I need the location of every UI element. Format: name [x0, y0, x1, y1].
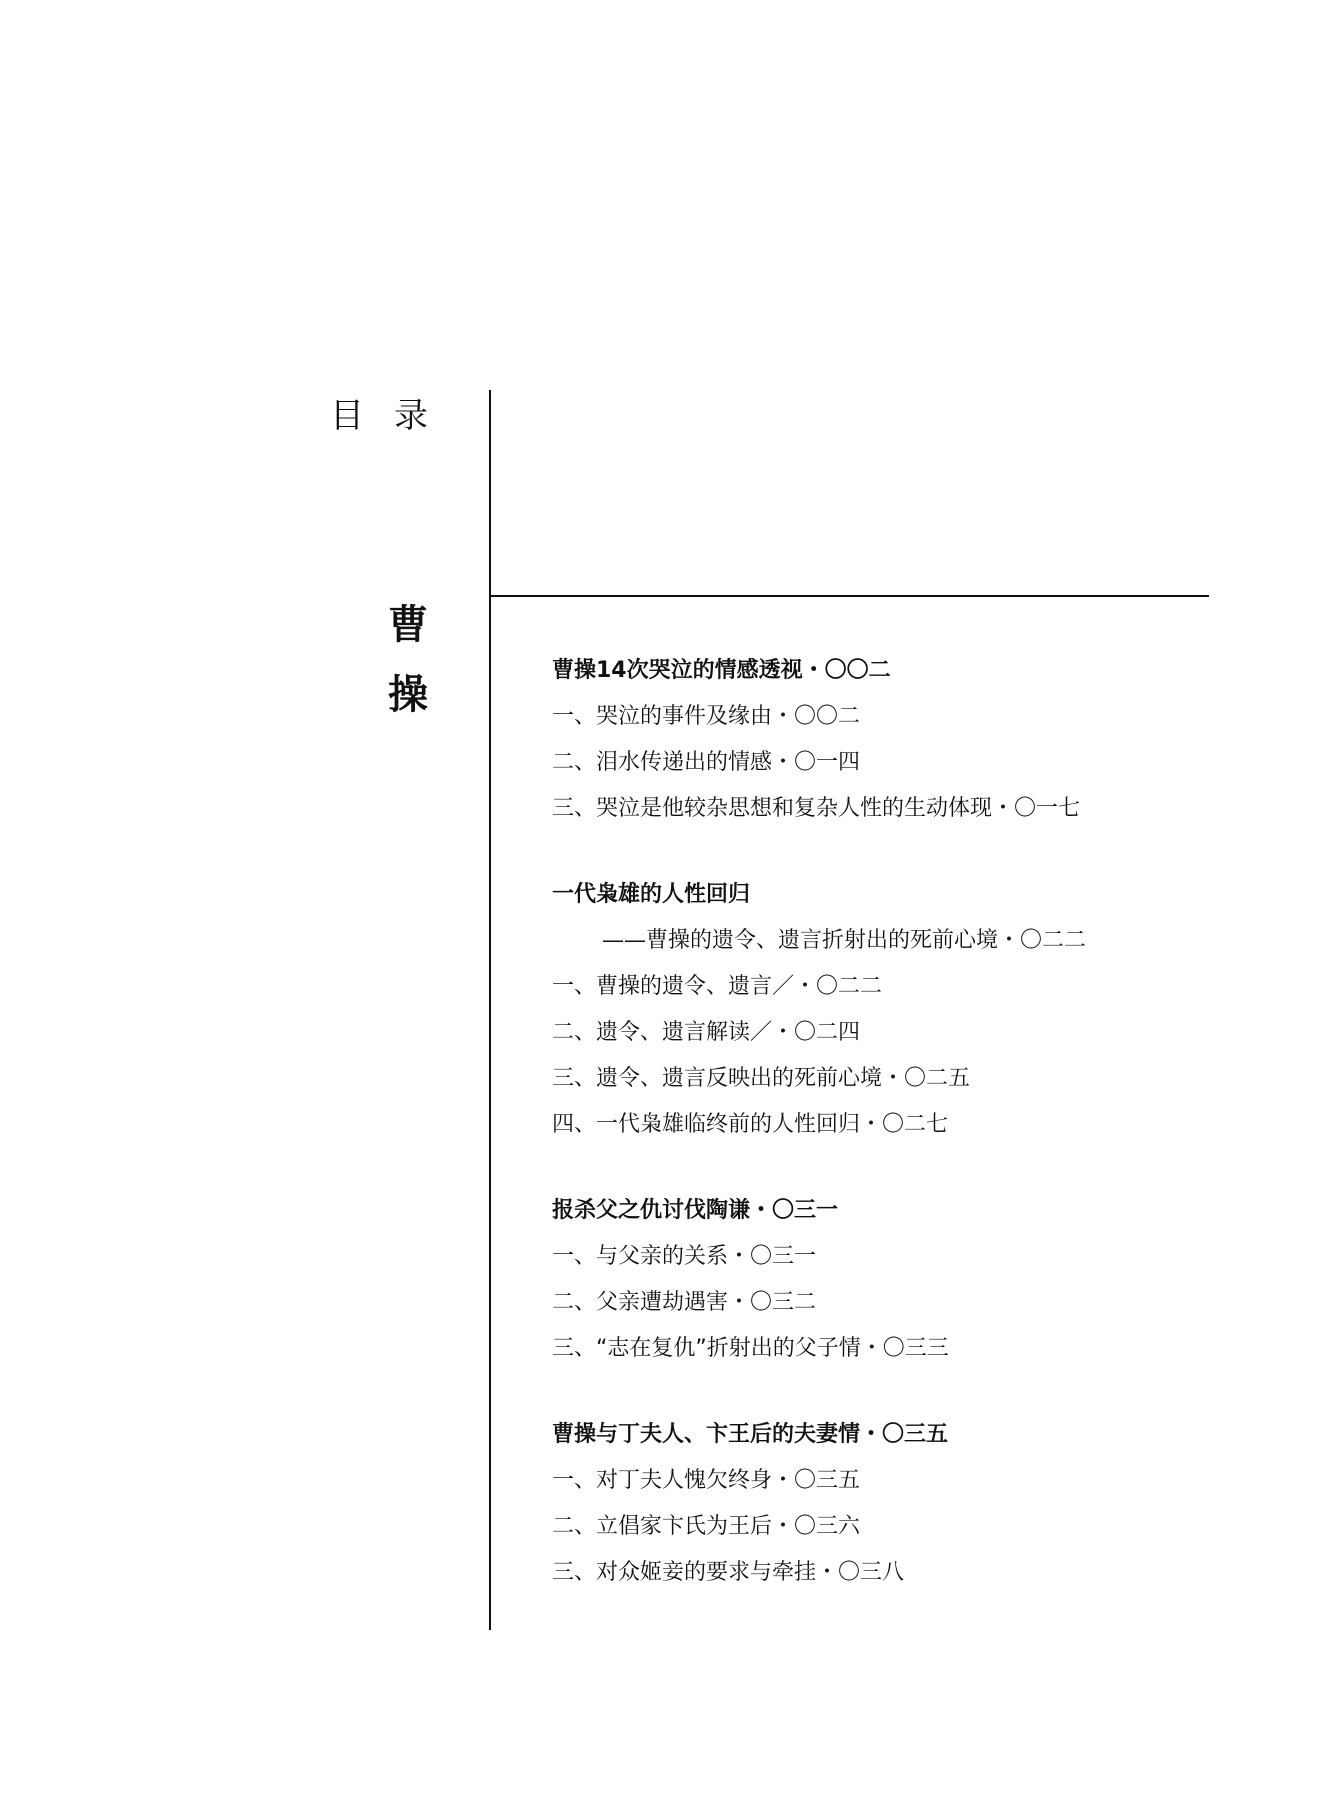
toc-entry[interactable]: 二、立倡家卞氏为王后・〇三六: [552, 1514, 861, 1539]
book-title-char: 操: [388, 671, 428, 718]
toc-entry[interactable]: 三、对众姬妾的要求与牵挂・〇三八: [552, 1560, 905, 1585]
toc-entry[interactable]: 三、哭泣是他较杂思想和复杂人性的生动体现・〇一七: [552, 796, 1081, 821]
toc-section-title[interactable]: 曹操与丁夫人、卞王后的夫妻情・〇三五: [552, 1422, 949, 1447]
toc-section-title[interactable]: 一代枭雄的人性回归: [552, 882, 751, 907]
toc-entry[interactable]: 二、泪水传递出的情感・〇一四: [552, 750, 861, 775]
book-title-char: 曹: [388, 601, 428, 648]
toc-entry[interactable]: 三、“志在复仇”折射出的父子情・〇三三: [552, 1336, 949, 1361]
toc-section-title[interactable]: 报杀父之仇讨伐陶谦・〇三一: [552, 1198, 839, 1223]
vertical-divider: [489, 390, 491, 1630]
toc-entry[interactable]: 一、对丁夫人愧欠终身・〇三五: [552, 1468, 861, 1493]
toc-section: [552, 872, 1232, 1148]
horizontal-divider: [489, 595, 1209, 597]
toc-entry[interactable]: 四、一代枭雄临终前的人性回归・〇二七: [552, 1112, 949, 1137]
toc-entry[interactable]: 一、曹操的遗令、遗言／・〇二二: [552, 974, 883, 999]
toc-section-title[interactable]: 曹操14次哭泣的情感透视・〇〇二: [552, 658, 891, 683]
toc-entry[interactable]: 三、遗令、遗言反映出的死前心境・〇二五: [552, 1066, 971, 1091]
toc-entry[interactable]: 二、遗令、遗言解读／・〇二四: [552, 1020, 861, 1045]
toc-entry[interactable]: 一、与父亲的关系・〇三一: [552, 1244, 817, 1269]
toc-section: [552, 1412, 1232, 1596]
book-title: [388, 590, 438, 730]
toc-entry[interactable]: 二、父亲遭劫遇害・〇三二: [552, 1290, 817, 1315]
toc-entry[interactable]: 一、哭泣的事件及缘由・〇〇二: [552, 704, 861, 729]
table-of-contents: [552, 648, 1232, 1636]
toc-section: [552, 648, 1232, 832]
toc-section: [552, 1188, 1232, 1372]
toc-section-subtitle[interactable]: ——曹操的遗令、遗言折射出的死前心境・〇二二: [602, 928, 1087, 953]
page-heading: 目录: [330, 396, 458, 436]
